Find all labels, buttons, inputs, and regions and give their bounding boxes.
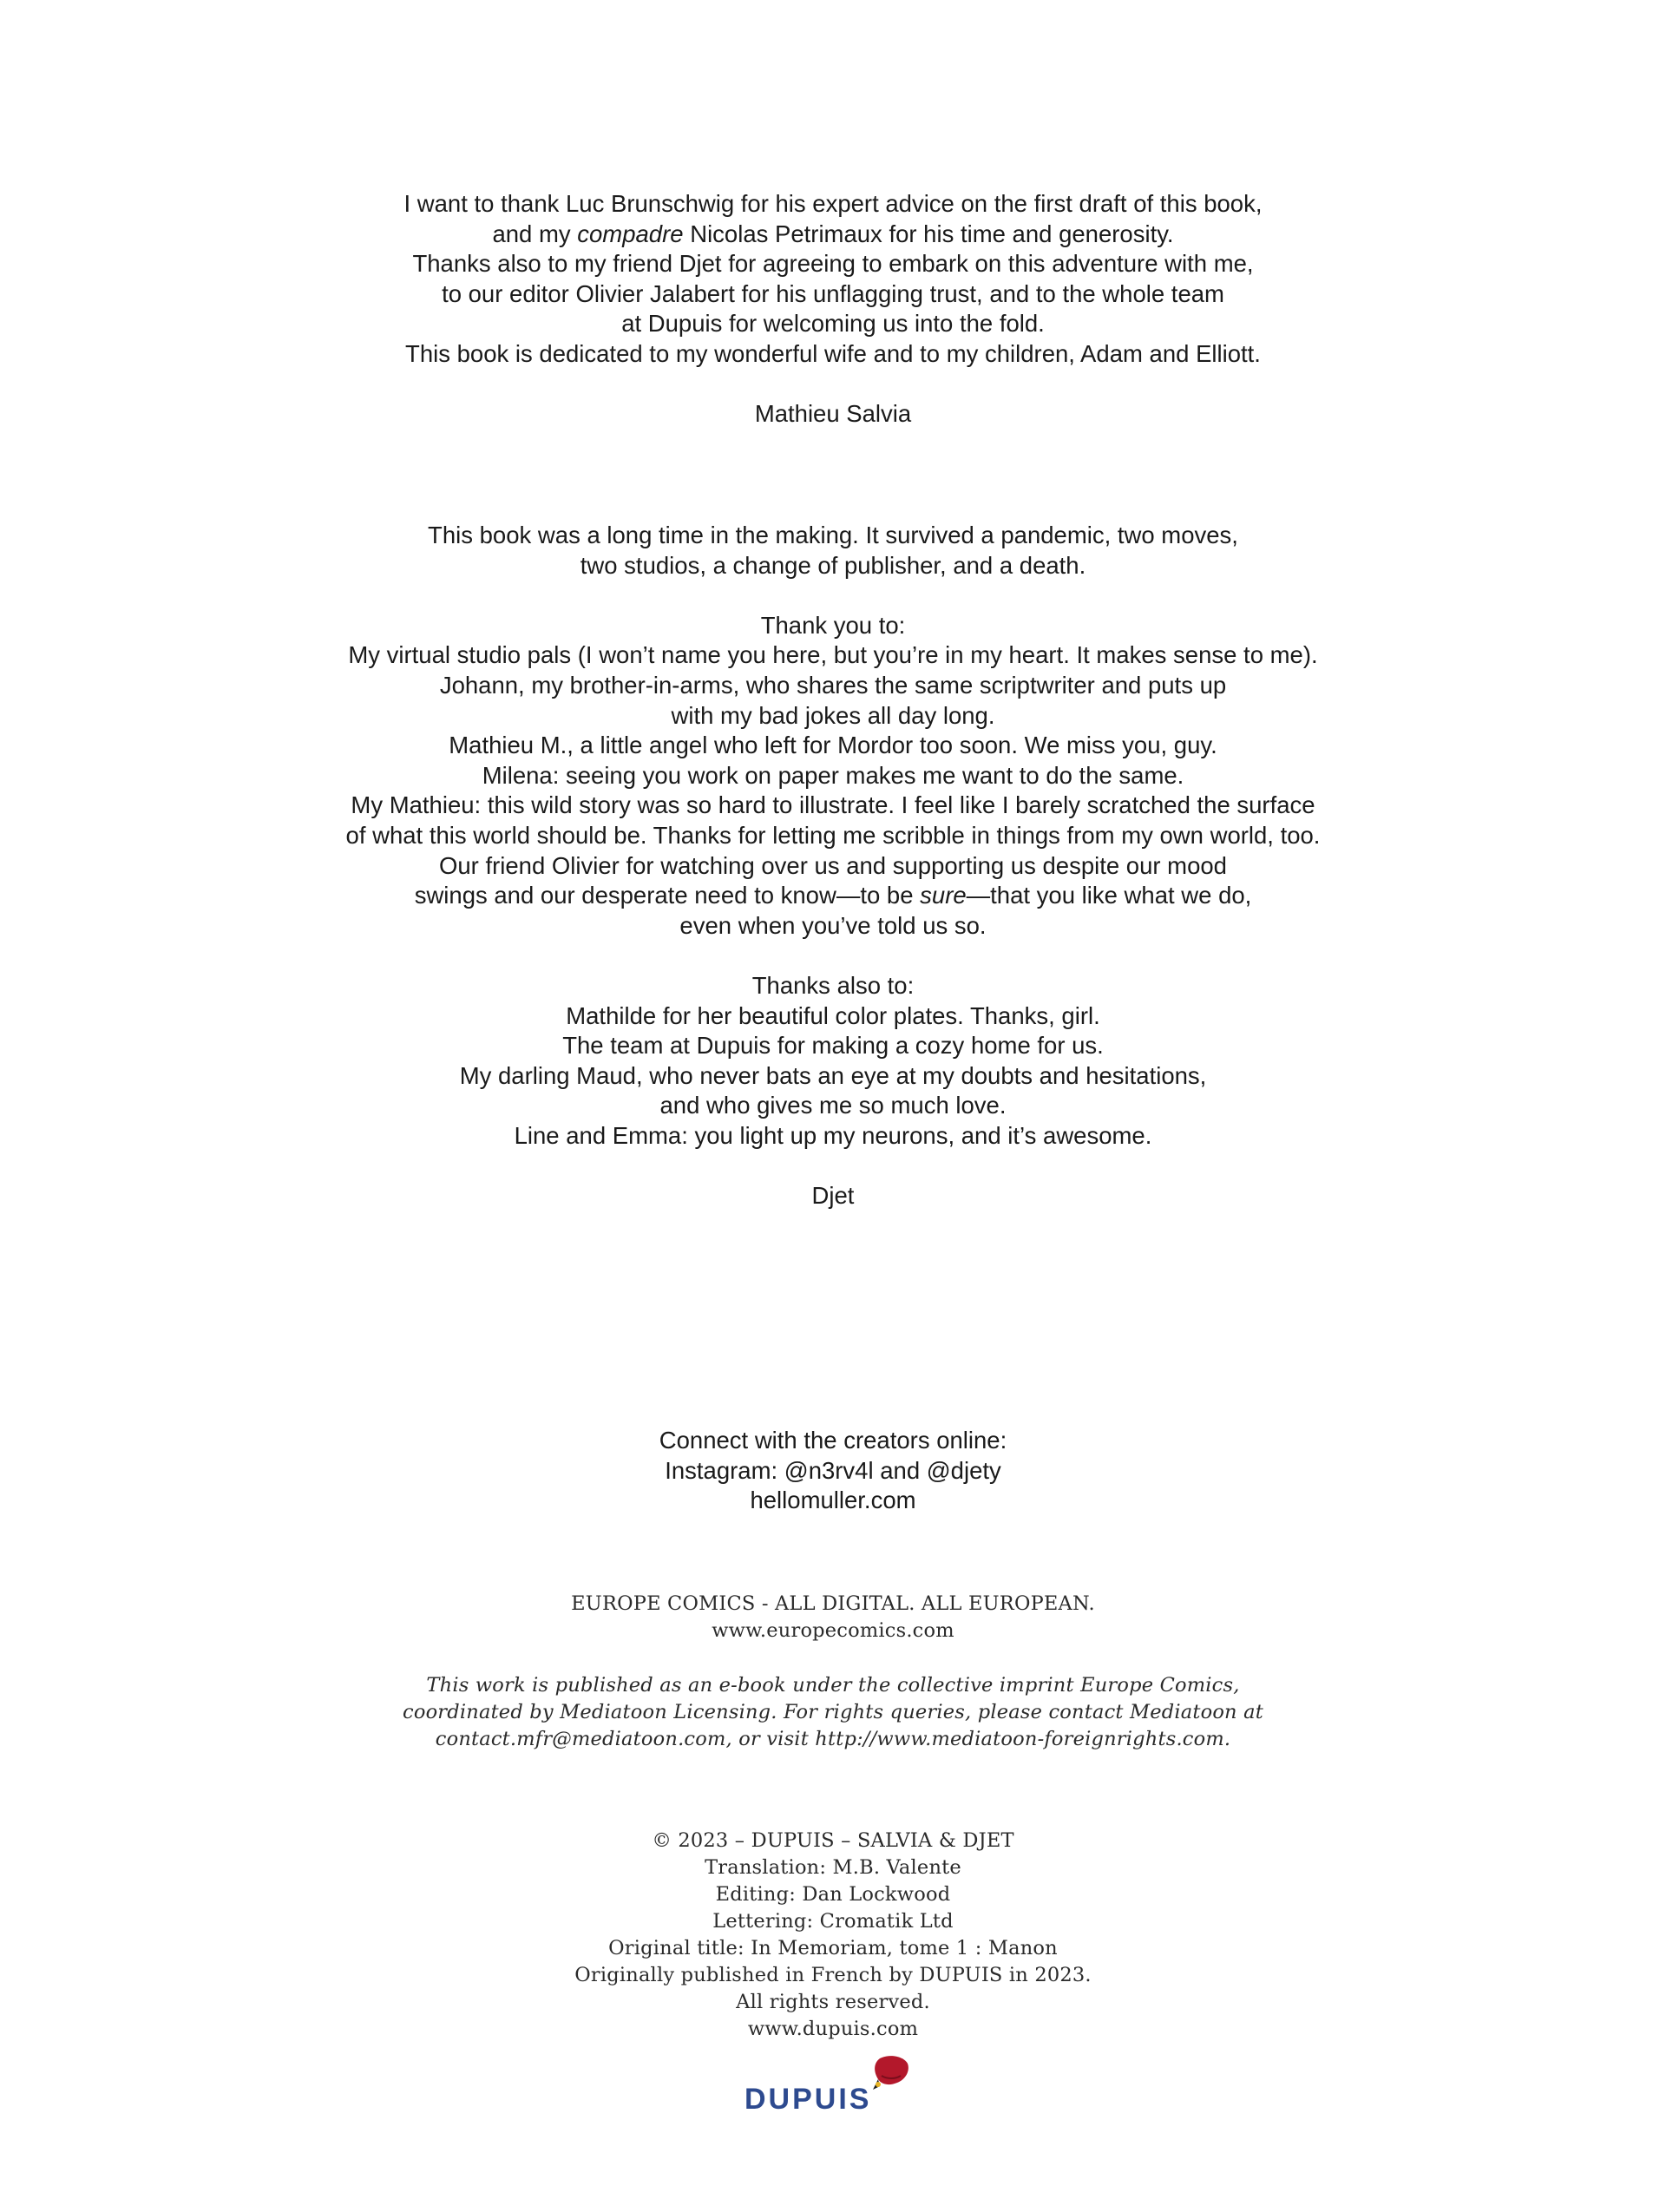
europe-comics-tagline: EUROPE COMICS - ALL DIGITAL. ALL EUROPEAN. <box>571 1592 1095 1615</box>
text-line: with my bad jokes all day long. <box>671 701 995 729</box>
text-line <box>0 220 1666 250</box>
text-line: even when you’ve told us so. <box>679 911 987 939</box>
dupuis-url[interactable]: www.dupuis.com <box>747 2018 919 2040</box>
text-line: Johann, my brother-in-arms, who shares the same scriptwriter and puts up <box>439 671 1227 699</box>
text-fragment: Nicolas Petrimaux for his time and generosity. <box>683 220 1174 247</box>
rights-reserved: All rights reserved. <box>736 1991 930 2013</box>
publication-notice <box>0 1672 1666 1753</box>
instagram-handles: Instagram: @n3rv4l and @djety <box>665 1456 1001 1484</box>
text-line: The team at Dupuis for making a cozy home for us. <box>562 1032 1104 1060</box>
editing-credit: Editing: Dan Lockwood <box>715 1883 951 1906</box>
text-line: I want to thank Luc Brunschwig for his expert advice on the first draft of this book, <box>403 190 1263 217</box>
text-line: and who gives me so much love. <box>659 1092 1007 1119</box>
europe-comics-url[interactable]: www.europecomics.com <box>712 1619 954 1642</box>
text-line: This book was a long time in the making. It survived a pandemic, two moves, <box>428 522 1238 548</box>
copyright-line: © 2023 – DUPUIS – SALVIA & DJET <box>652 1829 1014 1852</box>
original-title: Original title: In Memoriam, tome 1 : Manon <box>608 1937 1058 1959</box>
europe-comics-section <box>0 1591 1666 1644</box>
text-line: to our editor Olivier Jalabert for his unflagging trust, and to the whole team <box>442 279 1224 307</box>
thanks-also-heading: Thanks also to: <box>751 971 915 999</box>
text-fragment: and my <box>492 220 578 247</box>
notice-line: coordinated by Mediatoon Licensing. For rights queries, please contact Mediatoon at <box>403 1701 1263 1723</box>
text-line: Mathieu M., a little angel who left for Mordor too soon. We miss you, guy. <box>449 732 1217 759</box>
signature-salvia: Mathieu Salvia <box>754 400 912 428</box>
italic-word: sure <box>920 882 967 909</box>
connect-heading: Connect with the creators online: <box>659 1427 1007 1454</box>
translation-credit: Translation: M.B. Valente <box>705 1856 961 1879</box>
text-fragment: —that you like what we do, <box>966 882 1252 909</box>
signature-djet: Djet <box>811 1182 855 1210</box>
text-line: Line and Emma: you light up my neurons, and it’s awesome. <box>514 1121 1152 1149</box>
text-fragment: swings and our desperate need to know—to be <box>414 882 921 909</box>
text-line: Our friend Olivier for watching over us and supporting us despite our mood <box>439 851 1227 879</box>
notice-line: contact.mfr@mediatoon.com, or visit http://www.mediatoon-foreignrights.com. <box>435 1728 1231 1750</box>
text-line: My darling Maud, who never bats an eye at my doubts and hesitations, <box>459 1061 1207 1089</box>
text-line: My virtual studio pals (I won’t name you here, but you’re in my heart. It makes sense to me). <box>348 641 1318 669</box>
text-line: at Dupuis for welcoming us into the fold. <box>621 310 1045 338</box>
italic-word: compadre <box>577 220 684 247</box>
acknowledgements-salvia <box>0 189 1666 430</box>
text-line: Milena: seeing you work on paper makes me want to do the same. <box>482 761 1184 789</box>
text-line: of what this world should be. Thanks for letting me scribble in things from my own world, too. <box>345 821 1321 849</box>
thank-you-heading: Thank you to: <box>760 611 906 639</box>
dupuis-hat-icon <box>873 2056 908 2090</box>
copyright-section <box>0 1828 1666 2043</box>
text-line: two studios, a change of publisher, and a death. <box>580 551 1086 579</box>
website-link[interactable]: hellomuller.com <box>750 1487 916 1514</box>
text-line <box>0 881 1666 911</box>
text-line: Mathilde for her beautiful color plates. Thanks, girl. <box>566 1001 1100 1029</box>
notice-line: This work is published as an e-book under the collective imprint Europe Comics, <box>426 1674 1240 1697</box>
lettering-credit: Lettering: Cromatik Ltd <box>712 1910 954 1933</box>
text-line: My Mathieu: this wild story was so hard to illustrate. I feel like I barely scratched the surface <box>351 791 1315 819</box>
dupuis-wordmark: DUPUIS <box>744 2083 872 2116</box>
original-publication: Originally published in French by DUPUIS in 2023. <box>574 1964 1092 1986</box>
acknowledgements-djet <box>0 521 1666 1211</box>
text-line: Thanks also to my friend Djet for agreeing to embark on this adventure with me, <box>412 250 1254 278</box>
connect-section <box>0 1426 1666 1516</box>
text-line: This book is dedicated to my wonderful wife and to my children, Adam and Elliott. <box>405 339 1261 367</box>
dupuis-logo <box>743 2055 925 2116</box>
